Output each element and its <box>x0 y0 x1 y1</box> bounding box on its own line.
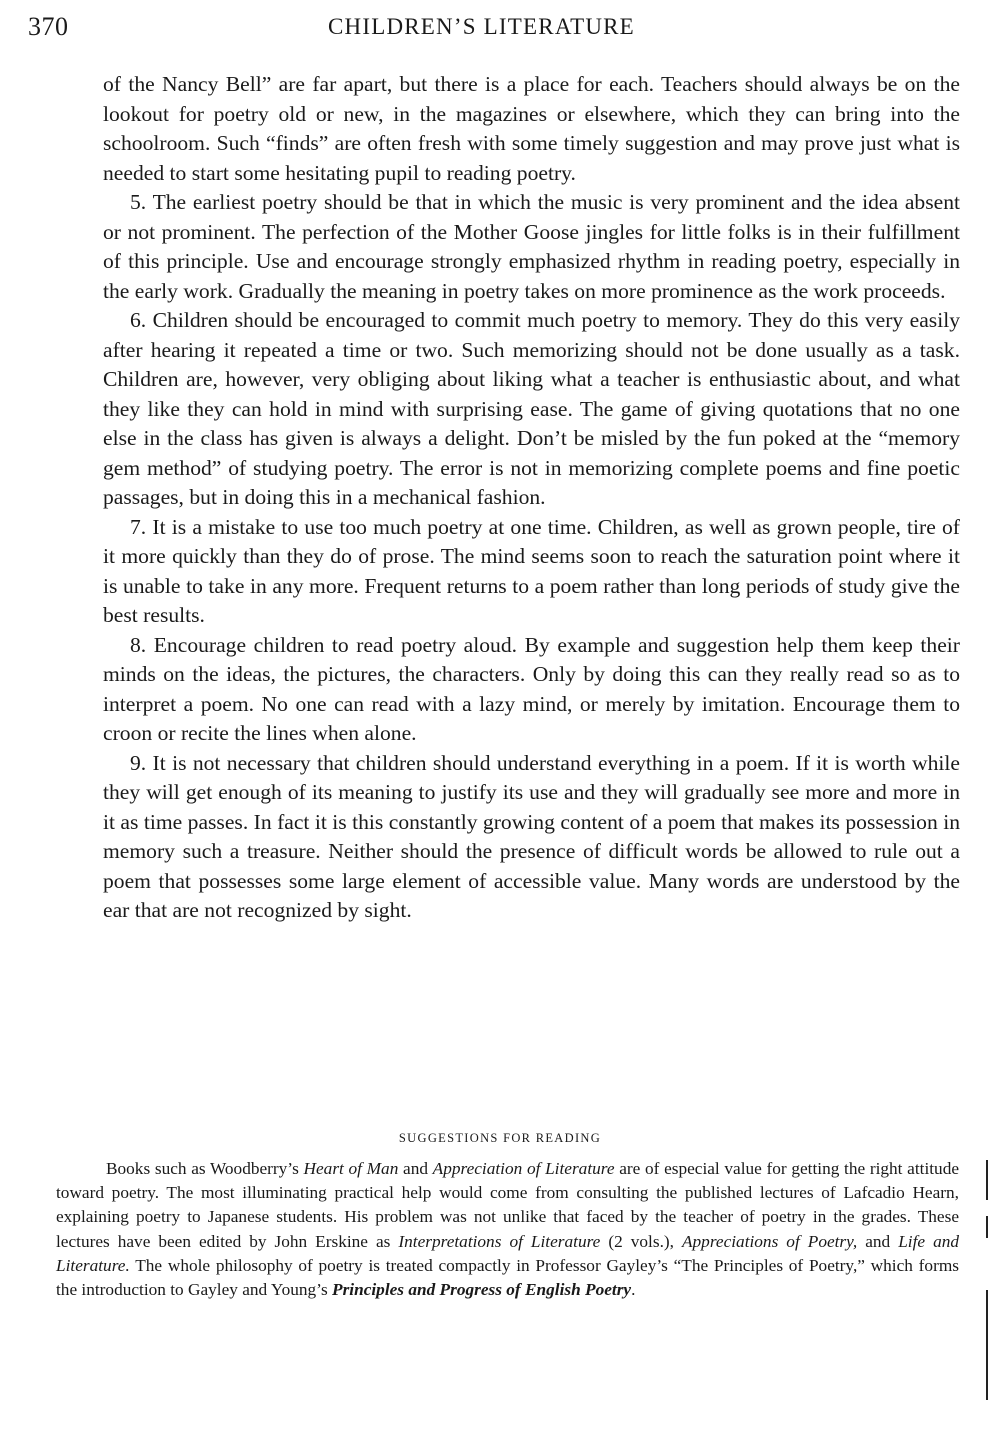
book-title: Heart of Man <box>303 1159 399 1178</box>
page-number: 370 <box>28 12 69 41</box>
numbered-paragraph-6: 6. Children should be encouraged to commit much poetry to memory. They do this very easily after hearing it repeated a time or two. Such memorizing should not be done usually as a task. Children are, however, very obliging about liking what a teacher is enthusiastic about, and what they like they can hold in mind with surprising ease. The game of giving quotations that no one else in the class has given is always a delight. Don’t be misled by the fun poked at the “memory gem method” of studying poetry. The error is not in memorizing complete poems and fine poetic passages, but in doing this in a mechanical fashion. <box>103 308 960 509</box>
margin-mark <box>986 1290 988 1400</box>
numbered-paragraph-5: 5. The earliest poetry should be that in which the music is very prominent and the idea absent or not prominent. The perfection of the Mother Goose jingles for little folks is in their fulfillment of this principle. Use and encourage strongly emphasized rhythm in reading poetry, especially in the early work. Gradually the meaning in poetry takes on more prominence as the work proceeds. <box>103 190 960 303</box>
margin-mark <box>986 1160 988 1200</box>
suggestions-paragraph <box>56 1157 959 1302</box>
text-run: (2 vols.), <box>600 1231 682 1251</box>
text-run: and <box>857 1231 899 1251</box>
book-title: Life and Literature. <box>56 1231 960 1275</box>
text-run: Books such as Woodberry’s <box>106 1159 304 1178</box>
text-run: and <box>398 1159 433 1178</box>
page-header <box>28 12 968 46</box>
book-title: Appreciations of Poetry, <box>681 1231 858 1251</box>
numbered-paragraph-8: 8. Encourage children to read poetry aloud. By example and suggestion help them keep their minds on the ideas, the pictures, the characters. Only by doing this can they really read so as to interpret a poem. No one can read with a lazy mind, or merely by imitation. Encourage them to croon or recite the lines when alone. <box>103 632 960 745</box>
main-text <box>103 70 960 926</box>
book-title: Interpretations of Literature <box>398 1231 601 1251</box>
section-heading: SUGGESTIONS FOR READING <box>398 1131 602 1145</box>
text-run: The whole philosophy of poetry is treated compactly in Professor Gayley’s “The Principles of Poetry,” which forms the introduction to Gayley and Young’s <box>56 1255 959 1300</box>
text-run: are of especial value for getting the right attitude toward poetry. The most illuminating practical help would come from consulting the published lectures of Lafcadio Hearn, explaining poetry to Japanese students. His problem was not unlike that faced by the teacher of poetry in the grades. These lectures have been edited by John Erskine as <box>56 1159 960 1251</box>
running-head: CHILDREN’S LITERATURE <box>328 14 635 39</box>
margin-mark <box>986 1216 988 1238</box>
numbered-paragraph-9: 9. It is not necessary that children should understand everything in a poem. If it is worth while they will get enough of its meaning to justify its use and they will gradually see more and more in it as time passes. In fact it is this constantly growing content of a poem that makes its possession in memory such a treasure. Neither should the presence of difficult words be allowed to rule out a poem that possesses some large element of accessible value. Many words are understood by the ear that are not recognized by sight. <box>103 750 960 922</box>
numbered-paragraph-7: 7. It is a mistake to use too much poetry at one time. Children, as well as grown people, tire of it more quickly than they do of prose. The mind seems soon to reach the saturation point where it is unable to take in any more. Frequent returns to a poem rather than long periods of study give the best results. <box>103 514 960 627</box>
book-title: Principles and Progress of English Poetry <box>332 1280 632 1300</box>
continuation-paragraph: of the Nancy Bell” are far apart, but there is a place for each. Teachers should always be on the lookout for poetry old or new, in the magazines or elsewhere, which they can bring into the schoolroom. Such “finds” are often fresh with some timely suggestion and may prove just what is needed to start some hesitating pupil to reading poetry. <box>103 72 960 185</box>
text-run: . <box>631 1280 636 1300</box>
book-title: Appreciation of Literature <box>432 1159 615 1178</box>
